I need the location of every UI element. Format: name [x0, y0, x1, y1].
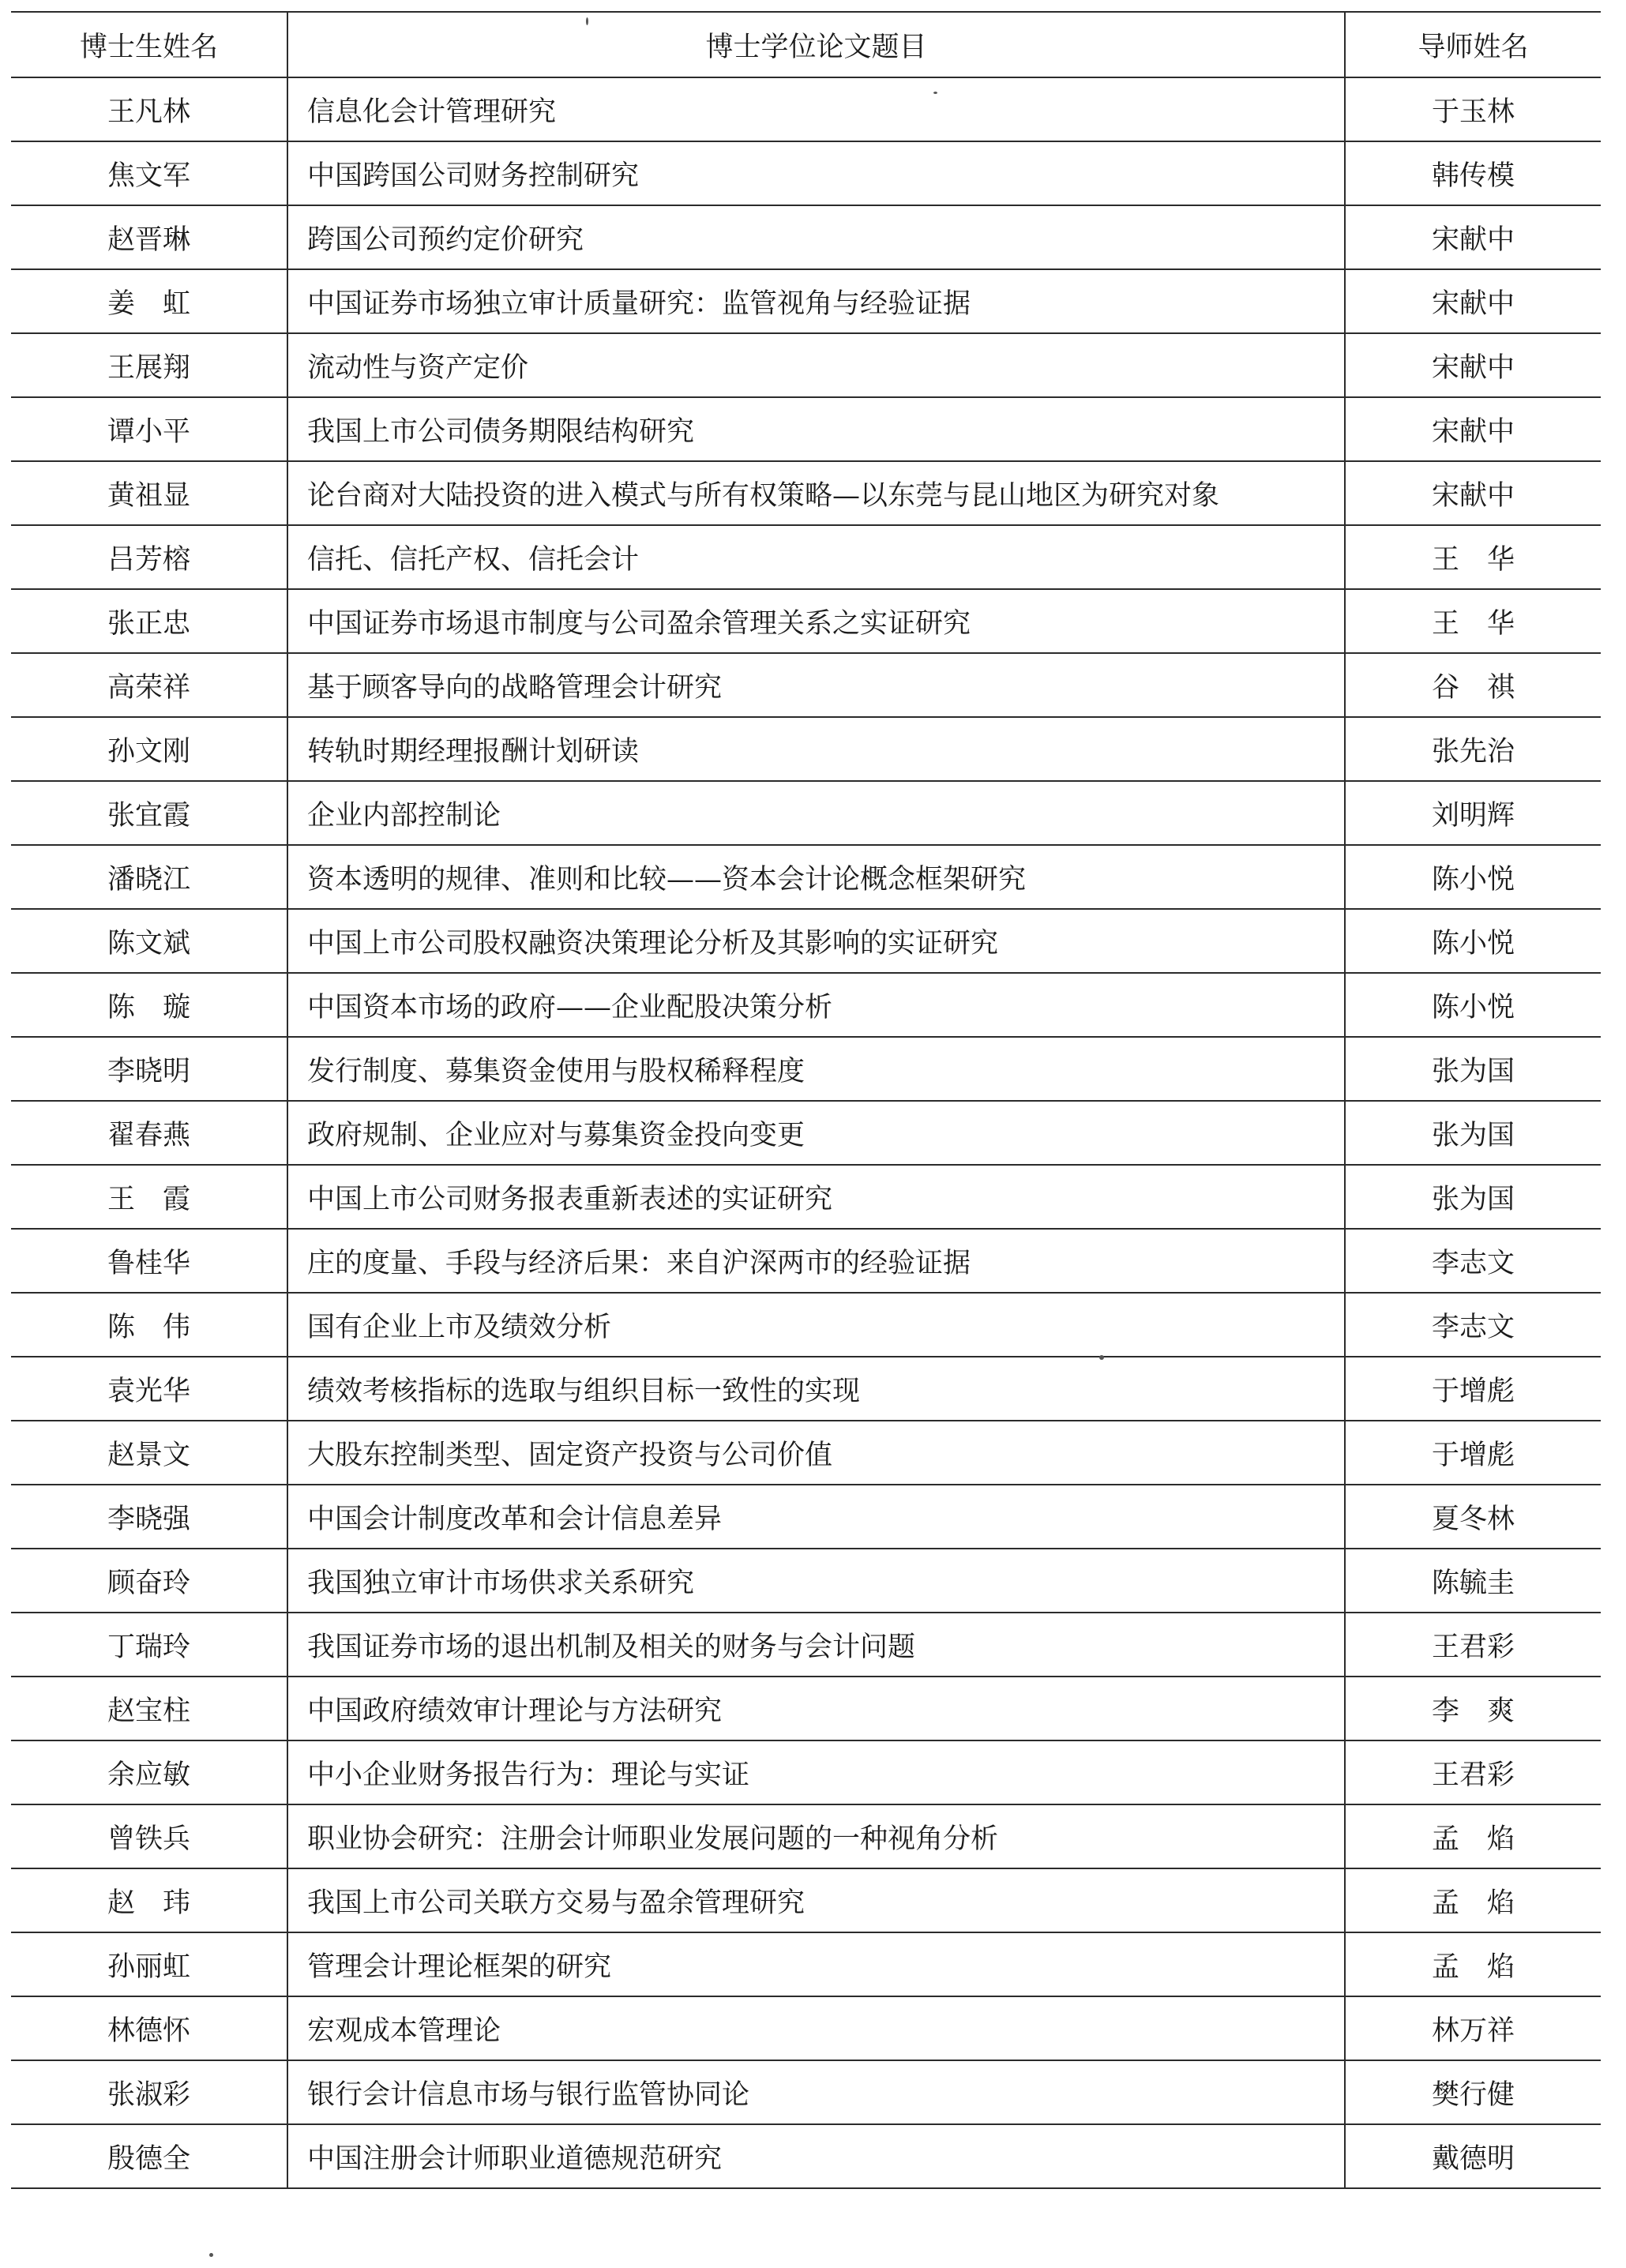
advisor-name-cell: 于玉林 — [1345, 77, 1601, 141]
thesis-title-cell: 中国会计制度改革和会计信息差异 — [287, 1485, 1345, 1549]
table-row — [11, 77, 1601, 141]
table-row — [11, 1868, 1601, 1932]
header-thesis-title: 博士学位论文题目 — [287, 12, 1345, 77]
thesis-title-cell: 庄的度量、手段与经济后果：来自沪深两市的经验证据 — [287, 1229, 1345, 1293]
thesis-title-cell: 中国跨国公司财务控制研究 — [287, 141, 1345, 205]
advisor-name-cell: 宋献中 — [1345, 461, 1601, 525]
student-name-cell: 黄祖显 — [11, 461, 287, 525]
advisor-name-cell: 张为国 — [1345, 1165, 1601, 1229]
table-row — [11, 2124, 1601, 2188]
table-row — [11, 1165, 1601, 1229]
advisor-name-cell: 于增彪 — [1345, 1357, 1601, 1421]
thesis-title-cell: 中小企业财务报告行为：理论与实证 — [287, 1740, 1345, 1804]
advisor-name-cell: 樊行健 — [1345, 2060, 1601, 2124]
advisor-name-cell: 李 爽 — [1345, 1677, 1601, 1740]
thesis-title-cell: 我国上市公司关联方交易与盈余管理研究 — [287, 1868, 1345, 1932]
student-name-cell: 赵晋琳 — [11, 205, 287, 269]
advisor-name-cell: 宋献中 — [1345, 333, 1601, 397]
student-name-cell: 孙文刚 — [11, 717, 287, 781]
table-row — [11, 1932, 1601, 1996]
advisor-name-cell: 张为国 — [1345, 1037, 1601, 1101]
student-name-cell: 王凡林 — [11, 77, 287, 141]
table-row — [11, 1613, 1601, 1677]
header-student-name: 博士生姓名 — [11, 12, 287, 77]
table-row — [11, 1293, 1601, 1357]
student-name-cell: 李晓明 — [11, 1037, 287, 1101]
student-name-cell: 李晓强 — [11, 1485, 287, 1549]
table-row — [11, 845, 1601, 909]
table-row — [11, 1549, 1601, 1613]
advisor-name-cell: 陈小悦 — [1345, 845, 1601, 909]
thesis-title-cell: 中国上市公司财务报表重新表述的实证研究 — [287, 1165, 1345, 1229]
thesis-title-cell: 中国注册会计师职业道德规范研究 — [287, 2124, 1345, 2188]
advisor-name-cell: 陈小悦 — [1345, 909, 1601, 973]
student-name-cell: 孙丽虹 — [11, 1932, 287, 1996]
advisor-name-cell: 陈小悦 — [1345, 973, 1601, 1037]
advisor-name-cell: 宋献中 — [1345, 205, 1601, 269]
thesis-title-cell: 信息化会计管理研究 — [287, 77, 1345, 141]
advisor-name-cell: 谷 祺 — [1345, 653, 1601, 717]
advisor-name-cell: 陈毓圭 — [1345, 1549, 1601, 1613]
table-row — [11, 1229, 1601, 1293]
student-name-cell: 吕芳榕 — [11, 525, 287, 589]
thesis-title-cell: 宏观成本管理论 — [287, 1996, 1345, 2060]
table-row — [11, 2060, 1601, 2124]
table-row — [11, 781, 1601, 845]
table-row — [11, 717, 1601, 781]
scan-speck — [209, 2253, 213, 2257]
table-row — [11, 525, 1601, 589]
scan-speck — [586, 17, 588, 25]
thesis-title-cell: 我国证券市场的退出机制及相关的财务与会计问题 — [287, 1613, 1345, 1677]
student-name-cell: 张淑彩 — [11, 2060, 287, 2124]
student-name-cell: 陈 伟 — [11, 1293, 287, 1357]
student-name-cell: 张正忠 — [11, 589, 287, 653]
thesis-title-cell: 中国证券市场独立审计质量研究：监管视角与经验证据 — [287, 269, 1345, 333]
thesis-title-cell: 资本透明的规律、准则和比较——资本会计论概念框架研究 — [287, 845, 1345, 909]
thesis-table — [11, 11, 1601, 2189]
table-row — [11, 1996, 1601, 2060]
scan-speck — [1099, 1355, 1104, 1360]
student-name-cell: 曾铁兵 — [11, 1804, 287, 1868]
student-name-cell: 张宜霞 — [11, 781, 287, 845]
advisor-name-cell: 张先治 — [1345, 717, 1601, 781]
thesis-title-cell: 大股东控制类型、固定资产投资与公司价值 — [287, 1421, 1345, 1485]
student-name-cell: 顾奋玲 — [11, 1549, 287, 1613]
table-row — [11, 1101, 1601, 1165]
student-name-cell: 殷德全 — [11, 2124, 287, 2188]
table-body — [11, 77, 1601, 2188]
table-row — [11, 333, 1601, 397]
student-name-cell: 潘晓江 — [11, 845, 287, 909]
student-name-cell: 赵景文 — [11, 1421, 287, 1485]
advisor-name-cell: 王 华 — [1345, 589, 1601, 653]
student-name-cell: 高荣祥 — [11, 653, 287, 717]
table-row — [11, 589, 1601, 653]
thesis-title-cell: 中国政府绩效审计理论与方法研究 — [287, 1677, 1345, 1740]
advisor-name-cell: 宋献中 — [1345, 397, 1601, 461]
advisor-name-cell: 戴德明 — [1345, 2124, 1601, 2188]
student-name-cell: 林德怀 — [11, 1996, 287, 2060]
thesis-title-cell: 中国上市公司股权融资决策理论分析及其影响的实证研究 — [287, 909, 1345, 973]
advisor-name-cell: 刘明辉 — [1345, 781, 1601, 845]
thesis-table-page — [11, 11, 1601, 2214]
student-name-cell: 鲁桂华 — [11, 1229, 287, 1293]
table-row — [11, 1421, 1601, 1485]
student-name-cell: 陈文斌 — [11, 909, 287, 973]
advisor-name-cell: 王君彩 — [1345, 1740, 1601, 1804]
advisor-name-cell: 林万祥 — [1345, 1996, 1601, 2060]
thesis-title-cell: 中国资本市场的政府——企业配股决策分析 — [287, 973, 1345, 1037]
table-row — [11, 1677, 1601, 1740]
thesis-title-cell: 企业内部控制论 — [287, 781, 1345, 845]
thesis-title-cell: 发行制度、募集资金使用与股权稀释程度 — [287, 1037, 1345, 1101]
advisor-name-cell: 韩传模 — [1345, 141, 1601, 205]
student-name-cell: 焦文军 — [11, 141, 287, 205]
student-name-cell: 赵宝柱 — [11, 1677, 287, 1740]
thesis-title-cell: 职业协会研究：注册会计师职业发展问题的一种视角分析 — [287, 1804, 1345, 1868]
table-row — [11, 269, 1601, 333]
advisor-name-cell: 孟 焰 — [1345, 1804, 1601, 1868]
thesis-title-cell: 转轨时期经理报酬计划研读 — [287, 717, 1345, 781]
thesis-title-cell: 中国证券市场退市制度与公司盈余管理关系之实证研究 — [287, 589, 1345, 653]
advisor-name-cell: 李志文 — [1345, 1293, 1601, 1357]
student-name-cell: 余应敏 — [11, 1740, 287, 1804]
advisor-name-cell: 夏冬林 — [1345, 1485, 1601, 1549]
thesis-title-cell: 政府规制、企业应对与募集资金投向变更 — [287, 1101, 1345, 1165]
student-name-cell: 赵 玮 — [11, 1868, 287, 1932]
student-name-cell: 王 霞 — [11, 1165, 287, 1229]
advisor-name-cell: 于增彪 — [1345, 1421, 1601, 1485]
student-name-cell: 谭小平 — [11, 397, 287, 461]
thesis-title-cell: 银行会计信息市场与银行监管协同论 — [287, 2060, 1345, 2124]
student-name-cell: 王展翔 — [11, 333, 287, 397]
thesis-title-cell: 国有企业上市及绩效分析 — [287, 1293, 1345, 1357]
advisor-name-cell: 张为国 — [1345, 1101, 1601, 1165]
table-row — [11, 1740, 1601, 1804]
thesis-title-cell: 我国上市公司债务期限结构研究 — [287, 397, 1345, 461]
table-row — [11, 909, 1601, 973]
student-name-cell: 姜 虹 — [11, 269, 287, 333]
student-name-cell: 丁瑞玲 — [11, 1613, 287, 1677]
table-row — [11, 1357, 1601, 1421]
advisor-name-cell: 孟 焰 — [1345, 1868, 1601, 1932]
thesis-title-cell: 基于顾客导向的战略管理会计研究 — [287, 653, 1345, 717]
thesis-title-cell: 管理会计理论框架的研究 — [287, 1932, 1345, 1996]
header-advisor-name: 导师姓名 — [1345, 12, 1601, 77]
table-row — [11, 397, 1601, 461]
thesis-title-cell: 流动性与资产定价 — [287, 333, 1345, 397]
advisor-name-cell: 孟 焰 — [1345, 1932, 1601, 1996]
thesis-title-cell: 跨国公司预约定价研究 — [287, 205, 1345, 269]
thesis-title-cell: 论台商对大陆投资的进入模式与所有权策略—以东莞与昆山地区为研究对象 — [287, 461, 1345, 525]
table-header-row — [11, 12, 1601, 77]
advisor-name-cell: 王君彩 — [1345, 1613, 1601, 1677]
student-name-cell: 翟春燕 — [11, 1101, 287, 1165]
table-row — [11, 205, 1601, 269]
table-row — [11, 461, 1601, 525]
student-name-cell: 陈 璇 — [11, 973, 287, 1037]
table-row — [11, 653, 1601, 717]
table-row — [11, 1804, 1601, 1868]
table-row — [11, 1485, 1601, 1549]
table-row — [11, 973, 1601, 1037]
advisor-name-cell: 李志文 — [1345, 1229, 1601, 1293]
table-row — [11, 1037, 1601, 1101]
student-name-cell: 袁光华 — [11, 1357, 287, 1421]
table-row — [11, 141, 1601, 205]
thesis-title-cell: 信托、信托产权、信托会计 — [287, 525, 1345, 589]
thesis-title-cell: 我国独立审计市场供求关系研究 — [287, 1549, 1345, 1613]
scan-speck — [933, 92, 937, 94]
advisor-name-cell: 宋献中 — [1345, 269, 1601, 333]
advisor-name-cell: 王 华 — [1345, 525, 1601, 589]
thesis-title-cell: 绩效考核指标的选取与组织目标一致性的实现 — [287, 1357, 1345, 1421]
